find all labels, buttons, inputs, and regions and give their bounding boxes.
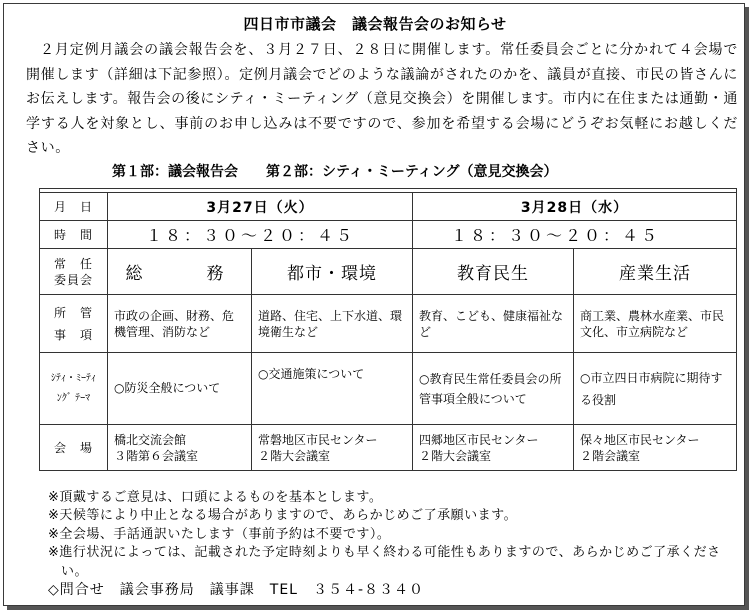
notes-section: [48, 489, 738, 599]
venue-row: [40, 425, 737, 471]
time-label: 時 間: [40, 221, 108, 249]
date-label: 月 日: [40, 193, 108, 221]
venue-soumu-line2: ３階第６会議室: [114, 448, 199, 463]
scope-soumu: 市政の企画、財務、危機管理、消防など: [108, 295, 252, 353]
committee-soumu: 総 務: [108, 249, 252, 295]
venue-sangyou-seikatsu-line1: 保々地区市民センター: [580, 432, 700, 447]
scope-row: [40, 295, 737, 353]
venue-sangyou-seikatsu: [574, 425, 737, 471]
theme-soumu: ○防災全般について: [108, 353, 252, 425]
scope-label-line2: 事 項: [53, 327, 93, 342]
note-item: ※頂戴するご意見は、口頭によるものを基本とします。: [48, 490, 383, 505]
notice-frame: [3, 3, 745, 606]
venue-sangyou-seikatsu-line2: ２階会議室: [580, 448, 641, 463]
day1-date: 3月27日（火）: [108, 193, 413, 221]
scope-toshi-kankyo: 道路、住宅、上下水道、環境衛生など: [252, 295, 413, 353]
schedule-table: [39, 188, 737, 471]
note-item: ※全会場、手話通訳いたします（事前予約は不要です）。: [48, 526, 391, 542]
day2-time: １８：３０～２０：４５: [413, 221, 737, 249]
committee-toshi-kankyo: 都市・環境: [252, 249, 413, 295]
committee-row: [40, 249, 737, 295]
scope-label: [40, 295, 108, 353]
theme-toshi-kankyo: ○交通施策について: [252, 353, 413, 425]
note-item: ※進行状況によっては、記載された予定時刻よりも早く終わる可能性もありますので、あらかじめご了承ください。: [48, 545, 721, 579]
committee-sangyou-seikatsu: 産業生活: [574, 249, 737, 295]
committee-kyouiku-minsei: 教育民生: [413, 249, 574, 295]
day1-time: １８：３０～２０：４５: [108, 221, 413, 249]
venue-kyouiku-minsei-line2: ２階大会議室: [419, 448, 492, 463]
date-row: [40, 193, 737, 221]
contact-info: ◇問合せ 議会事務局 議事課 TEL ３５４-８３４０: [48, 582, 425, 599]
theme-kyouiku-minsei: ○教育民生常任委員会の所管事項全般について: [413, 353, 574, 425]
intro-text: ２月定例月議会の議会報告会を、３月２７日、２８日に開催します。常任委員会ごとに分かれて４会場で開催します（詳細は下記参照）。定例月議会でどのような議論がされたのかを、議員が直接、市民の皆さんにお伝えします。報告会の後にシティ・ミーティング（意見交換会）を開催します。市内に在住または通勤・通学する人を対象とし、事前のお申し込みは不要ですので、参加を希望する会場にどうぞお気軽にお越しください。: [26, 42, 738, 156]
scope-label-line1: 所 管: [53, 305, 93, 320]
theme-sangyou-seikatsu: ○市立四日市病院に期待する役割: [574, 353, 737, 425]
time-row: [40, 221, 737, 249]
committee-label: [40, 249, 108, 295]
intro-paragraph: [26, 38, 738, 161]
venue-label: 会 場: [40, 425, 108, 471]
program-subheading: 第１部：議会報告会 第２部：シティ・ミーティング（意見交換会）: [112, 164, 558, 180]
venue-soumu-line1: 橋北交流会館: [114, 432, 187, 447]
scope-kyouiku-minsei: 教育、こども、健康福祉など: [413, 295, 574, 353]
theme-label: [40, 353, 108, 425]
theme-label-line1: ｼﾃｨ・ﾐｰﾃｨ: [51, 372, 96, 384]
note-item: ※天候等により中止となる場合がありますので、あらかじめご了承願います。: [48, 508, 518, 524]
day2-date: 3月28日（水）: [413, 193, 737, 221]
committee-label-line2: 委員会: [53, 272, 93, 287]
theme-label-line2: ﾝｸﾞ ﾃｰﾏ: [56, 392, 91, 404]
scope-sangyou-seikatsu: 商工業、農林水産業、市民文化、市立病院など: [574, 295, 737, 353]
venue-toshi-kankyo: [252, 425, 413, 471]
theme-row: [40, 353, 737, 425]
venue-kyouiku-minsei-line1: 四郷地区市民センター: [419, 432, 539, 447]
venue-toshi-kankyo-line2: ２階大会議室: [258, 448, 331, 463]
venue-kyouiku-minsei: [413, 425, 574, 471]
venue-soumu: [108, 425, 252, 471]
notice-title: 四日市市議会 議会報告会のお知らせ: [243, 15, 507, 33]
committee-label-line1: 常 任: [53, 256, 93, 271]
venue-toshi-kankyo-line1: 常磐地区市民センター: [258, 432, 378, 447]
